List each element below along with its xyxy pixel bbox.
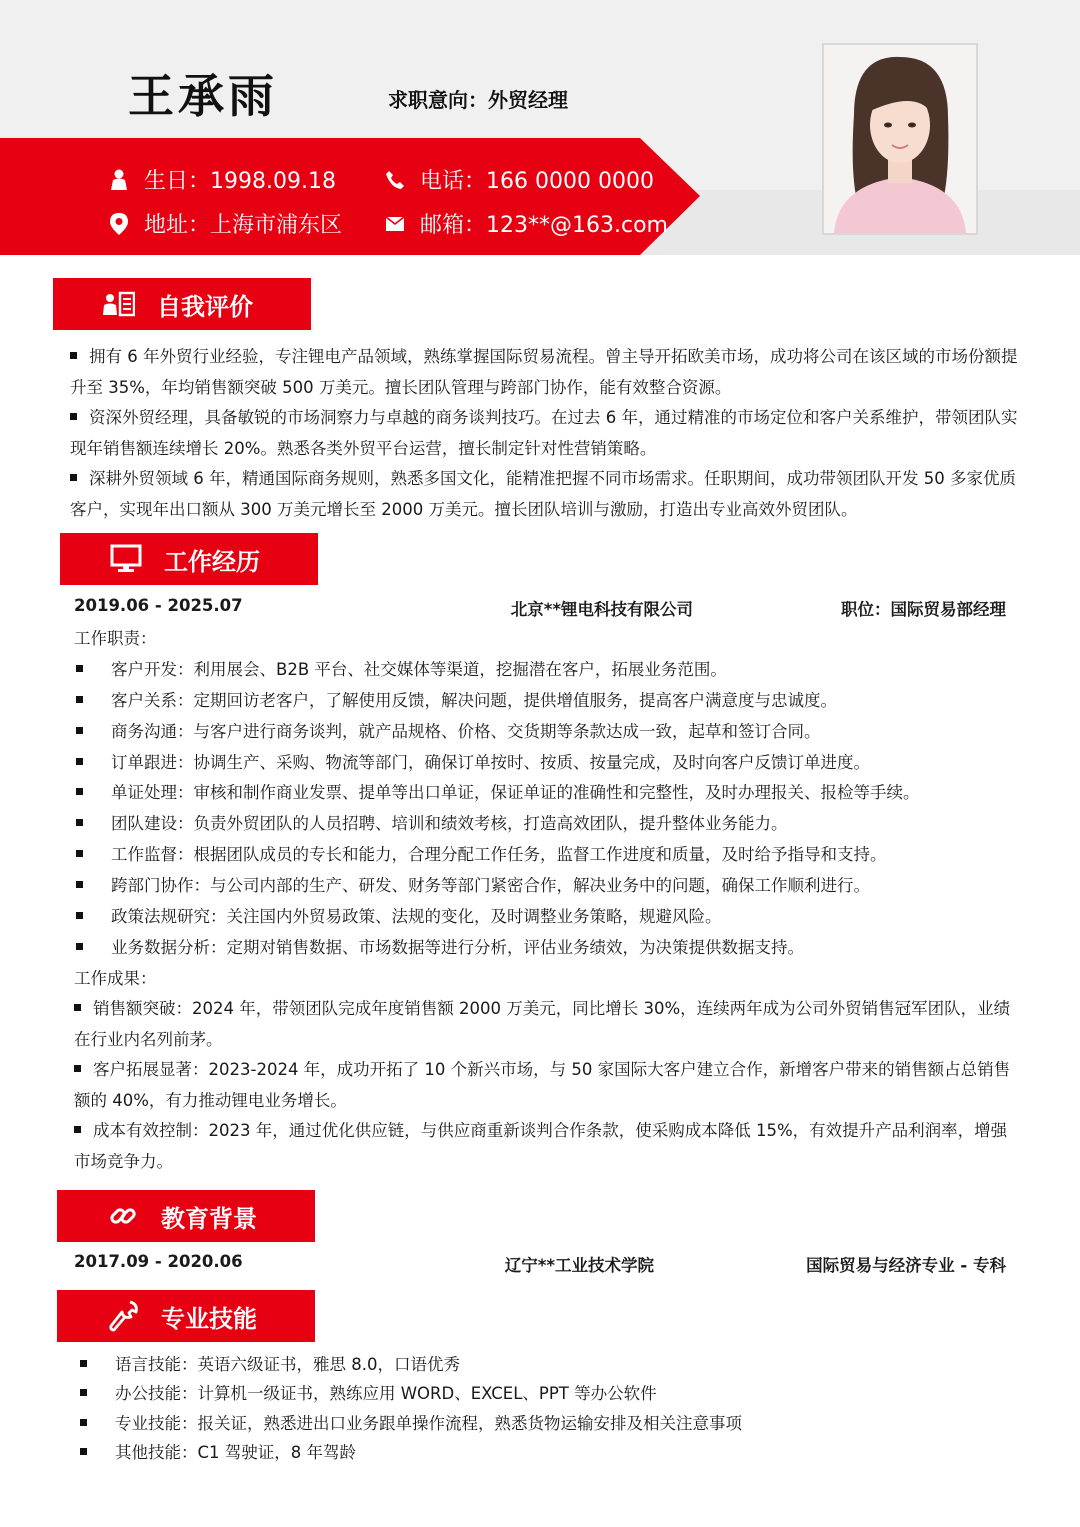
email-text: 邮箱：123**@163.com <box>420 213 668 238</box>
section-title-work: 工作经历 <box>164 547 260 576</box>
self-eval-item: 深耕外贸领域 6 年，精通国际商务规则，熟悉多国文化，能精准把握不同市场需求。任职期间，成功带领团队开发 50 多家优质客户，实现年出口额从 300 万美元增长至 2000 万美元。擅长团队培训与激励，打造出专业高效外贸团队。 <box>70 469 1016 519</box>
section-title-skills: 专业技能 <box>161 1304 257 1333</box>
bullet-square <box>76 696 83 703</box>
section-header-skills <box>57 1290 315 1342</box>
education-major: 国际贸易与经济专业 - 专科 <box>806 1256 1006 1275</box>
section-header-work <box>60 533 318 585</box>
self-eval-list <box>70 342 1020 525</box>
bullet-square <box>74 1004 81 1011</box>
bullet-square <box>76 912 83 919</box>
job-intent <box>388 84 568 113</box>
list-item: 订单跟进：协调生产、采购、物流等部门，确保订单按时、按质、按量完成，及时向客户反馈订单进度。 <box>74 748 1024 779</box>
email-info <box>384 208 668 239</box>
bullet-square <box>76 665 83 672</box>
person-icon <box>108 169 130 191</box>
bullet-square <box>74 1126 81 1133</box>
duties-list <box>74 624 1024 995</box>
bullet-square <box>76 788 83 795</box>
work-period: 2019.06 - 2025.07 <box>74 596 243 615</box>
list-item: 办公技能：计算机一级证书，熟练应用 WORD、EXCEL、PPT 等办公软件 <box>80 1379 980 1408</box>
bullet-square <box>74 1065 81 1072</box>
bullet-square <box>70 352 77 359</box>
envelope-icon <box>384 213 406 235</box>
bullet-square <box>76 881 83 888</box>
profile-photo <box>822 43 978 235</box>
list-item: 语言技能：英语六级证书，雅思 8.0，口语优秀 <box>80 1350 980 1379</box>
list-item: 客户开发：利用展会、B2B 平台、社交媒体等渠道，挖掘潜在客户，拓展业务范围。 <box>74 655 1024 686</box>
bullet-square <box>70 413 77 420</box>
monitor-icon <box>108 541 144 577</box>
work-header-row <box>74 596 1006 620</box>
list-item: 客户关系：定期回访老客户，了解使用反馈，解决问题，提供增值服务，提高客户满意度与忠诚度。 <box>74 686 1024 717</box>
list-item: 跨部门协作：与公司内部的生产、研发、财务等部门紧密合作，解决业务中的问题，确保工作顺利进行。 <box>74 871 1024 902</box>
result-item: 客户拓展显著：2023-2024 年，成功开拓了 10 个新兴市场，与 50 家国际大客户建立合作，新增客户带来的销售额占总销售额的 40%，有力推动锂电业务增长。 <box>74 1060 1011 1110</box>
bullet-square <box>80 1419 87 1426</box>
location-pin-icon <box>108 213 130 235</box>
birth-text: 生日：1998.09.18 <box>144 169 336 194</box>
bullet-square <box>76 727 83 734</box>
list-item: 团队建设：负责外贸团队的人员招聘、培训和绩效考核，打造高效团队，提升整体业务能力。 <box>74 809 1024 840</box>
phone-icon <box>384 169 406 191</box>
education-school: 辽宁**工业技术学院 <box>504 1256 655 1275</box>
profile-card-icon <box>101 286 137 322</box>
candidate-name: 王承雨 <box>128 69 278 123</box>
bullet-square <box>76 850 83 857</box>
education-period: 2017.09 - 2020.06 <box>74 1252 243 1271</box>
list-item: 业务数据分析：定期对销售数据、市场数据等进行分析，评估业务绩效，为决策提供数据支持。 <box>74 933 1024 964</box>
results-label: 工作成果： <box>74 968 157 988</box>
address-info <box>108 208 342 239</box>
work-company: 北京**锂电科技有限公司 <box>510 600 693 619</box>
self-eval-item: 拥有 6 年外贸行业经验，专注锂电产品领域，熟练掌握国际贸易流程。曾主导开拓欧美市场，成功将公司在该区域的市场份额提升至 35%，年均销售额突破 500 万美元。擅长团队管理与跨部门协作，能有效整合资源。 <box>70 347 1018 397</box>
list-item: 政策法规研究：关注国内外贸易政策、法规的变化，及时调整业务策略，规避风险。 <box>74 902 1024 933</box>
list-item: 其他技能：C1 驾驶证，8 年驾龄 <box>80 1438 980 1467</box>
duties-label: 工作职责： <box>74 629 157 648</box>
phone-text: 电话：166 0000 0000 <box>420 169 654 194</box>
result-item: 销售额突破：2024 年，带领团队完成年度销售额 2000 万美元，同比增长 30%，连续两年成为公司外贸销售冠军团队，业绩在行业内名列前茅。 <box>74 999 1011 1049</box>
bullet-square <box>80 1389 87 1396</box>
link-icon <box>105 1198 141 1234</box>
section-header-self-eval <box>53 278 311 330</box>
bullet-square <box>80 1360 87 1367</box>
job-intent-label: 求职意向： <box>388 88 488 112</box>
skills-list <box>80 1350 980 1467</box>
bullet-square <box>76 819 83 826</box>
phone-info <box>384 164 654 195</box>
work-position: 职位：国际贸易部经理 <box>840 600 1006 619</box>
section-header-education <box>57 1190 315 1242</box>
job-intent-value: 外贸经理 <box>488 88 568 112</box>
list-item: 工作监督：根据团队成员的专长和能力，合理分配工作任务，监督工作进度和质量，及时给予指导和支持。 <box>74 840 1024 871</box>
bullet-square <box>70 474 77 481</box>
section-title-self-eval: 自我评价 <box>157 292 253 321</box>
tools-icon <box>105 1298 141 1334</box>
bullet-square <box>76 758 83 765</box>
address-text: 地址：上海市浦东区 <box>144 213 343 238</box>
bullet-square <box>76 943 83 950</box>
section-title-education: 教育背景 <box>161 1204 257 1233</box>
bullet-square <box>80 1448 87 1455</box>
list-item: 商务沟通：与客户进行商务谈判，就产品规格、价格、交货期等条款达成一致，起草和签订合同。 <box>74 717 1024 748</box>
self-eval-item: 资深外贸经理，具备敏锐的市场洞察力与卓越的商务谈判技巧。在过去 6 年，通过精准的市场定位和客户关系维护，带领团队实现年销售额连续增长 20%。熟悉各类外贸平台运营，擅长制定针对性营销策略。 <box>70 408 1018 458</box>
results-list <box>74 994 1020 1178</box>
education-row <box>74 1252 1006 1276</box>
result-item: 成本有效控制：2023 年，通过优化供应链，与供应商重新谈判合作条款，使采购成本降低 15%，有效提升产品利润率，增强市场竞争力。 <box>74 1121 1008 1171</box>
list-item: 专业技能：报关证，熟悉进出口业务跟单操作流程，熟悉货物运输安排及相关注意事项 <box>80 1409 980 1438</box>
list-item: 单证处理：审核和制作商业发票、提单等出口单证，保证单证的准确性和完整性，及时办理报关、报检等手续。 <box>74 778 1024 809</box>
birth-info <box>108 164 336 195</box>
